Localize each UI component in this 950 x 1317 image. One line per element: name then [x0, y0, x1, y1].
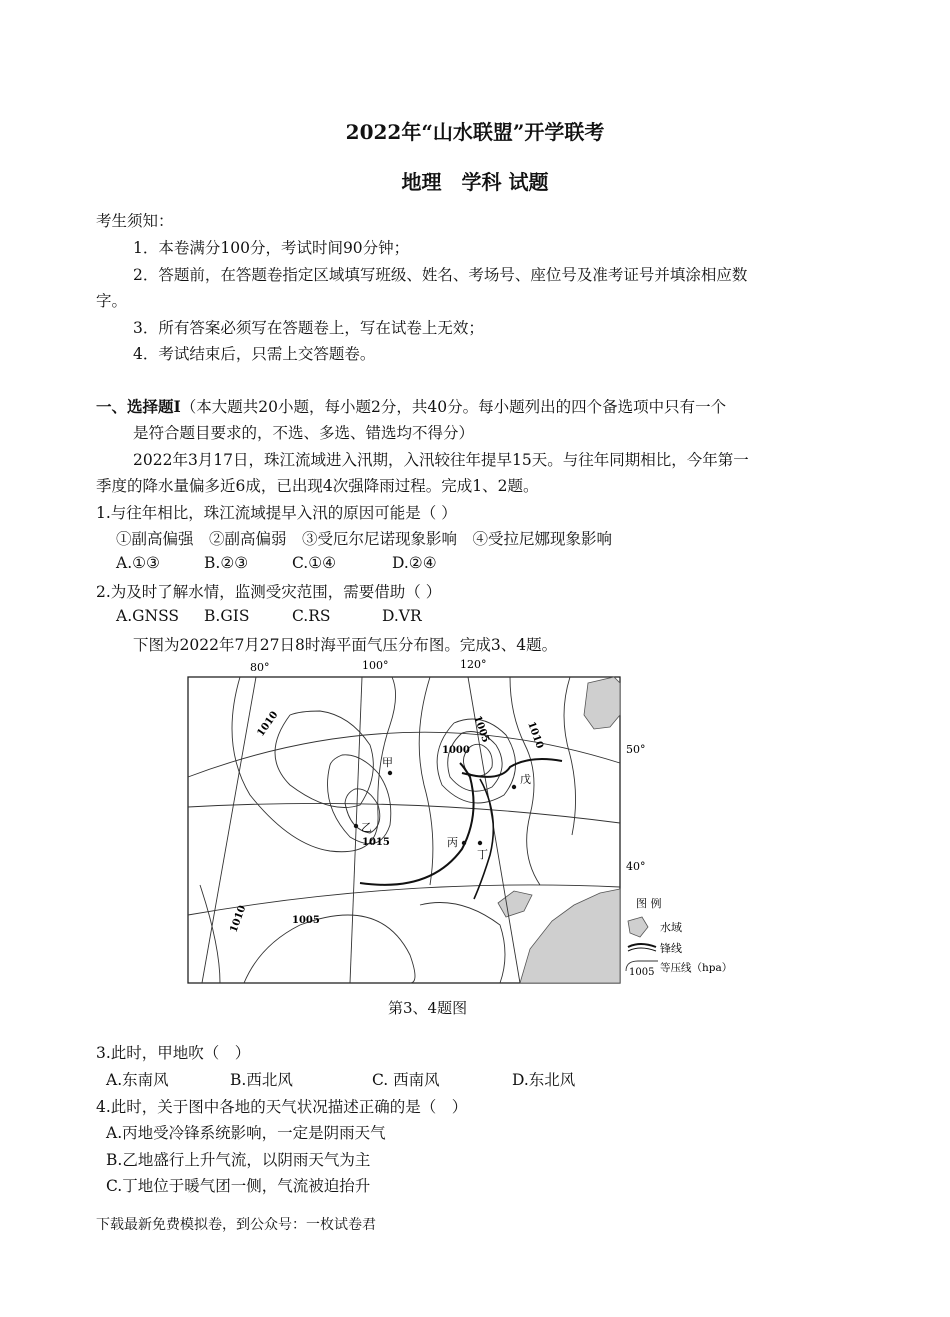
isobar-label: 1005 — [471, 714, 492, 745]
notice-item: 4．考试结束后，只需上交答题卷。 — [133, 345, 376, 363]
q2-choice-a[interactable]: A.GNSS — [116, 607, 180, 625]
place-dot — [512, 785, 516, 789]
q1-stem: 1.与往年相比，珠江流域提早入汛的原因可能是（ ） — [96, 504, 457, 522]
place-dot — [354, 824, 358, 828]
lon-label: 120° — [460, 658, 487, 671]
place-dot — [478, 841, 482, 845]
front-line — [474, 779, 493, 899]
legend-front-swatch — [628, 944, 656, 947]
passage1-line1: 2022年3月17日，珠江流域进入汛期，入汛较往年提早15天。与往年同期相比，今年第一 — [133, 451, 749, 469]
legend-isobar-value: 1005 — [629, 967, 655, 978]
lat-label: 50° — [626, 743, 646, 756]
legend-water-label: 水域 — [660, 921, 682, 934]
water-area — [584, 677, 620, 729]
place-label: 戊 — [520, 773, 531, 786]
legend-isobar-label: 等压线（hpa） — [660, 962, 733, 974]
isobar-label: 1010 — [228, 904, 249, 935]
isobar-label: 1010 — [525, 720, 546, 751]
map-legend — [626, 896, 732, 978]
water-area — [498, 891, 532, 917]
passage2: 下图为2022年7月27日8时海平面气压分布图。完成3、4题。 — [133, 636, 558, 654]
q2-stem: 2.为及时了解水情，监测受灾范围，需要借助（ ） — [96, 583, 442, 601]
place-label: 丁 — [477, 848, 488, 861]
map-caption: 第3、4题图 — [388, 999, 468, 1017]
passage1-line2: 季度的降水量偏多近6成，已出现4次强降雨过程。完成1、2题。 — [96, 477, 539, 495]
longitude-line — [202, 677, 256, 983]
front-line — [462, 759, 562, 777]
q3-choice-d[interactable]: D.东北风 — [512, 1071, 576, 1089]
lon-label: 100° — [362, 659, 389, 672]
notice-item: 2．答题前，在答题卷指定区域填写班级、姓名、考场号、座位号及准考证号并填涂相应数 — [133, 266, 748, 284]
latitude-line — [188, 803, 620, 823]
section-heading-line — [96, 395, 726, 417]
place-label: 甲 — [382, 756, 393, 769]
exam-title: 2022年“山水联盟”开学联考 — [345, 120, 605, 144]
q4-choice-b[interactable]: B.乙地盛行上升气流，以阴雨天气为主 — [106, 1151, 371, 1169]
q3-choice-b[interactable]: B.西北风 — [230, 1071, 293, 1089]
notice-item: 3．所有答案必须写在答题卷上，写在试卷上无效； — [133, 319, 484, 337]
q2-choice-c[interactable]: C.RS — [292, 607, 331, 625]
section-intro: （本大题共20小题，每小题2分，共40分。每小题列出的四个备选项中只有一个 — [180, 398, 727, 416]
q1-options: ①副高偏强 ②副高偏弱 ③受厄尔尼诺现象影响 ④受拉尼娜现象影响 — [116, 530, 613, 548]
place-label: 乙 — [361, 821, 372, 834]
q1-choice-a[interactable]: A.①③ — [116, 554, 160, 572]
isobar-label: 1005 — [292, 915, 320, 926]
legend-front-swatch — [628, 948, 656, 951]
q2-choice-b[interactable]: B.GIS — [204, 607, 250, 625]
section-intro-2: 是符合题目要求的，不选、多选、错选均不得分） — [133, 424, 475, 442]
q3-choice-a[interactable]: A.东南风 — [106, 1071, 169, 1089]
exam-subtitle: 地理 学科 试题 — [401, 170, 549, 194]
q2-choice-d[interactable]: D.VR — [382, 607, 422, 625]
latitude-line — [188, 732, 620, 777]
q1-choice-b[interactable]: B.②③ — [204, 554, 249, 572]
lon-label: 80° — [250, 661, 270, 674]
place-dot — [462, 841, 466, 845]
notice-heading: 考生须知： — [96, 212, 174, 230]
q1-choice-c[interactable]: C.①④ — [292, 554, 337, 572]
section-heading: 一、选择题Ⅰ — [96, 397, 181, 416]
isobar-label: 1010 — [255, 709, 281, 739]
notice-item: 1．本卷满分100分，考试时间90分钟； — [133, 239, 410, 257]
isobar-label: 1015 — [362, 837, 390, 848]
pressure-map — [180, 655, 740, 990]
front-line — [360, 763, 474, 885]
isobar-label: 1000 — [442, 745, 470, 756]
lat-label: 40° — [626, 860, 646, 873]
q3-stem: 3.此时，甲地吹（ ） — [96, 1044, 251, 1062]
legend-front-label: 锋线 — [660, 942, 682, 955]
notice-item: 字。 — [96, 292, 128, 310]
legend-title: 图 例 — [636, 897, 662, 910]
q4-stem: 4.此时，关于图中各地的天气状况描述正确的是（ ） — [96, 1098, 468, 1116]
q3-choice-c[interactable]: C. 西南风 — [372, 1071, 440, 1089]
place-label: 丙 — [447, 836, 458, 849]
footer-note: 下载最新免费模拟卷，到公众号：一枚试卷君 — [96, 1217, 376, 1233]
legend-water-swatch — [628, 917, 648, 937]
water-area — [520, 889, 620, 983]
q4-choice-c[interactable]: C.丁地位于暖气团一侧，气流被迫抬升 — [106, 1177, 371, 1195]
q4-choice-a[interactable]: A.丙地受冷锋系统影响，一定是阴雨天气 — [106, 1124, 386, 1142]
q1-choice-d[interactable]: D.②④ — [392, 554, 437, 572]
latitude-line — [188, 885, 620, 915]
place-dot — [388, 771, 392, 775]
isobar-lines — [200, 677, 576, 983]
